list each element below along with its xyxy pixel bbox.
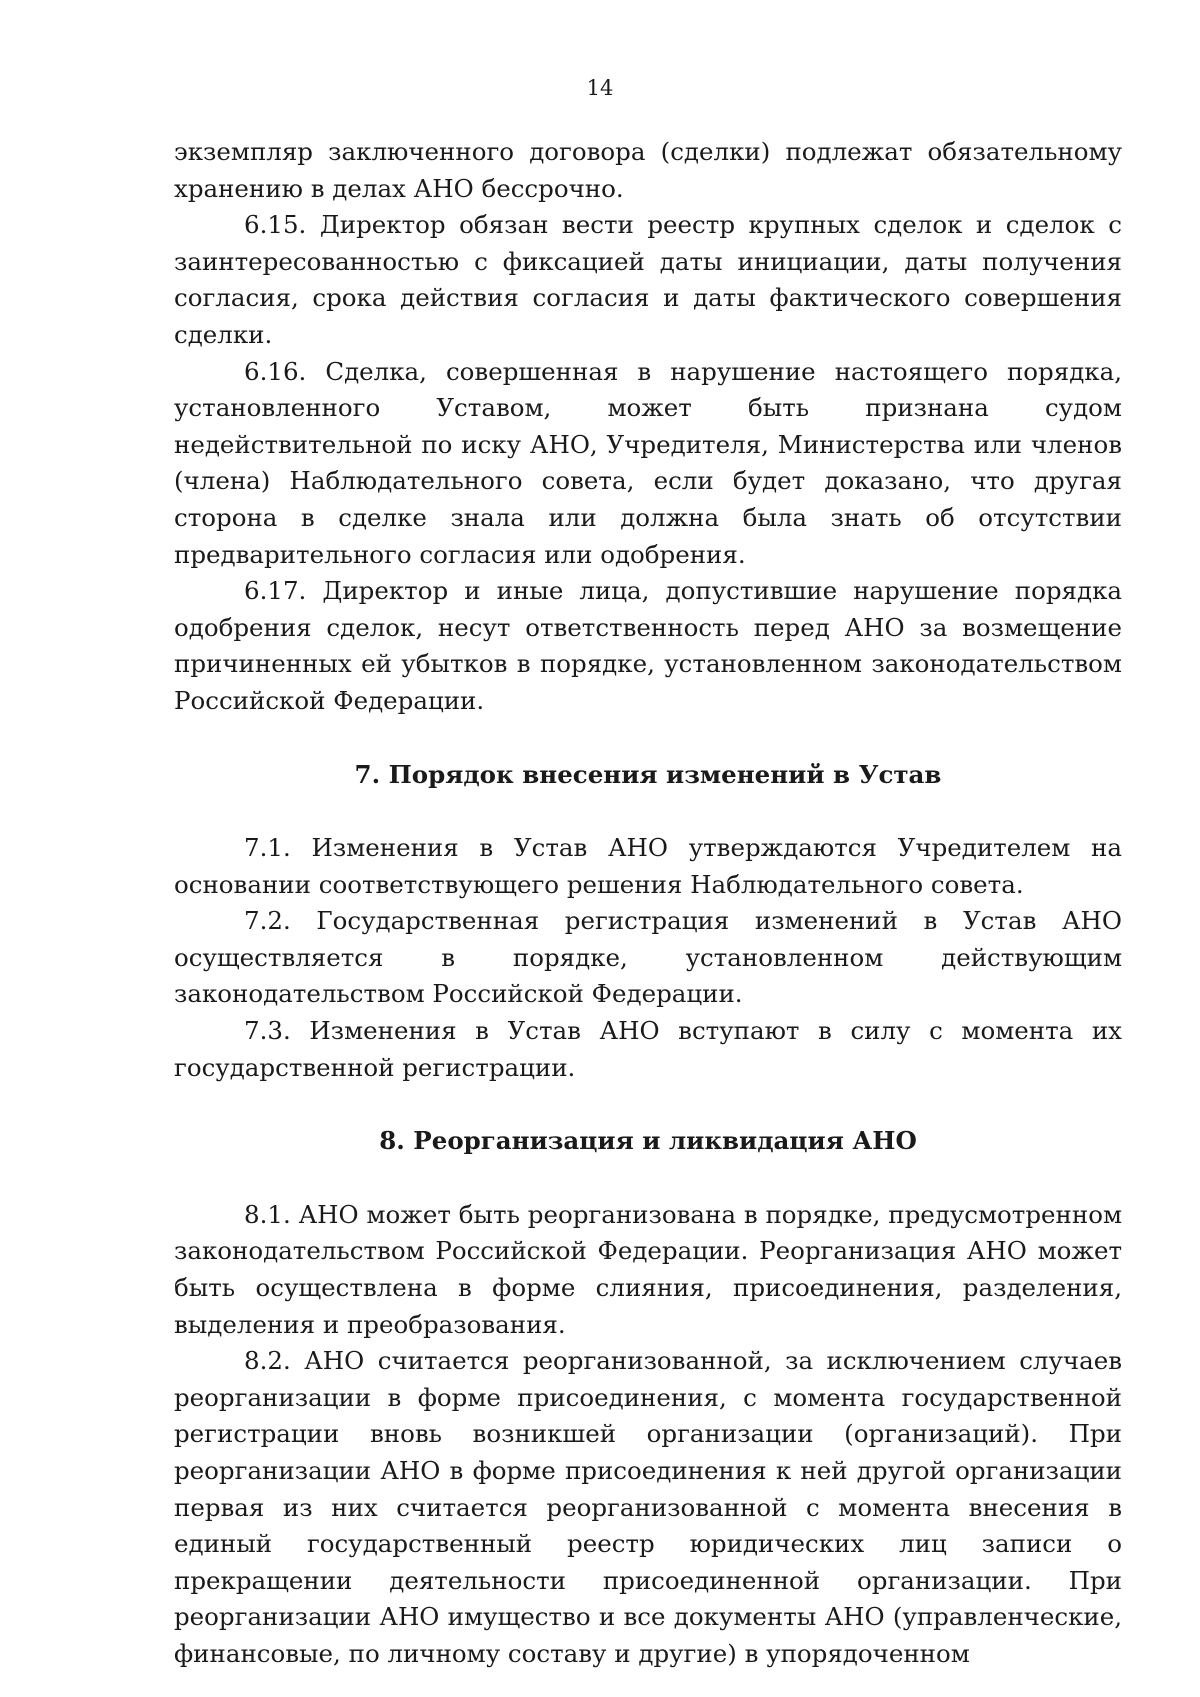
paragraph-6-17: 6.17. Директор и иные лица, допустившие нарушение порядка одобрения сделок, несут ответственность перед АНО за возмещение причиненных ей убытков в порядке, установленном законодательством Российской Федерации. (174, 576, 1122, 715)
paragraph-6-15: 6.15. Директор обязан вести реестр крупных сделок и сделок с заинтересованностью с фиксацией даты инициации, даты получения согласия, срока действия согласия и даты фактического совершения сделки. (174, 210, 1122, 349)
paragraph-7-2: 7.2. Государственная регистрация изменений в Устав АНО осуществляется в порядке, установленном действующим законодательством Российской Федерации. (174, 906, 1122, 1009)
document-body (174, 134, 1122, 1673)
paragraph-8-2: 8.2. АНО считается реорганизованной, за исключением случаев реорганизации в форме присоединения, с момента государственной регистрации вновь возникшей организации (организаций). При реорганизации АНО в форме присоединения к ней другой организации первая из них считается реорганизованной с момента внесения в единый государственный реестр юридических лиц записи о прекращении деятельности присоединенной организации. При реорганизации АНО имущество и все документы АНО (управленческие, финансовые, по личному составу и другие) в упорядоченном (174, 1346, 1122, 1668)
paragraph-8-1: 8.1. АНО может быть реорганизована в порядке, предусмотренном законодательством Российской Федерации. Реорганизация АНО может быть осуществлена в форме слияния, присоединения, разделения, выделения и преобразования. (174, 1199, 1122, 1339)
section-8-heading: 8. Реорганизация и ликвидация АНО (379, 1126, 917, 1156)
paragraph-7-3: 7.3. Изменения в Устав АНО вступают в силу с момента их государственной регистрации. (174, 1016, 1122, 1082)
paragraph-7-1: 7.1. Изменения в Устав АНО утверждаются Учредителем на основании соответствующего решения Наблюдательного совета. (174, 833, 1122, 899)
section-7-heading: 7. Порядок внесения изменений в Устав (354, 759, 942, 789)
paragraph-6-16: 6.16. Сделка, совершенная в нарушение настоящего порядка, установленного Уставом, может быть признана судом недействительной по иску АНО, Учредителя, Министерства или членов (члена) Наблюдательного совета, если будет доказано, что другая сторона в сделке знала или должна была знать об отсутствии предварительного согласия или одобрения. (174, 356, 1122, 569)
paragraph-6-14-continued: экземпляр заключенного договора (сделки) подлежат обязательному хранению в делах АНО бессрочно. (174, 137, 1122, 203)
page-number: 14 (586, 76, 614, 100)
